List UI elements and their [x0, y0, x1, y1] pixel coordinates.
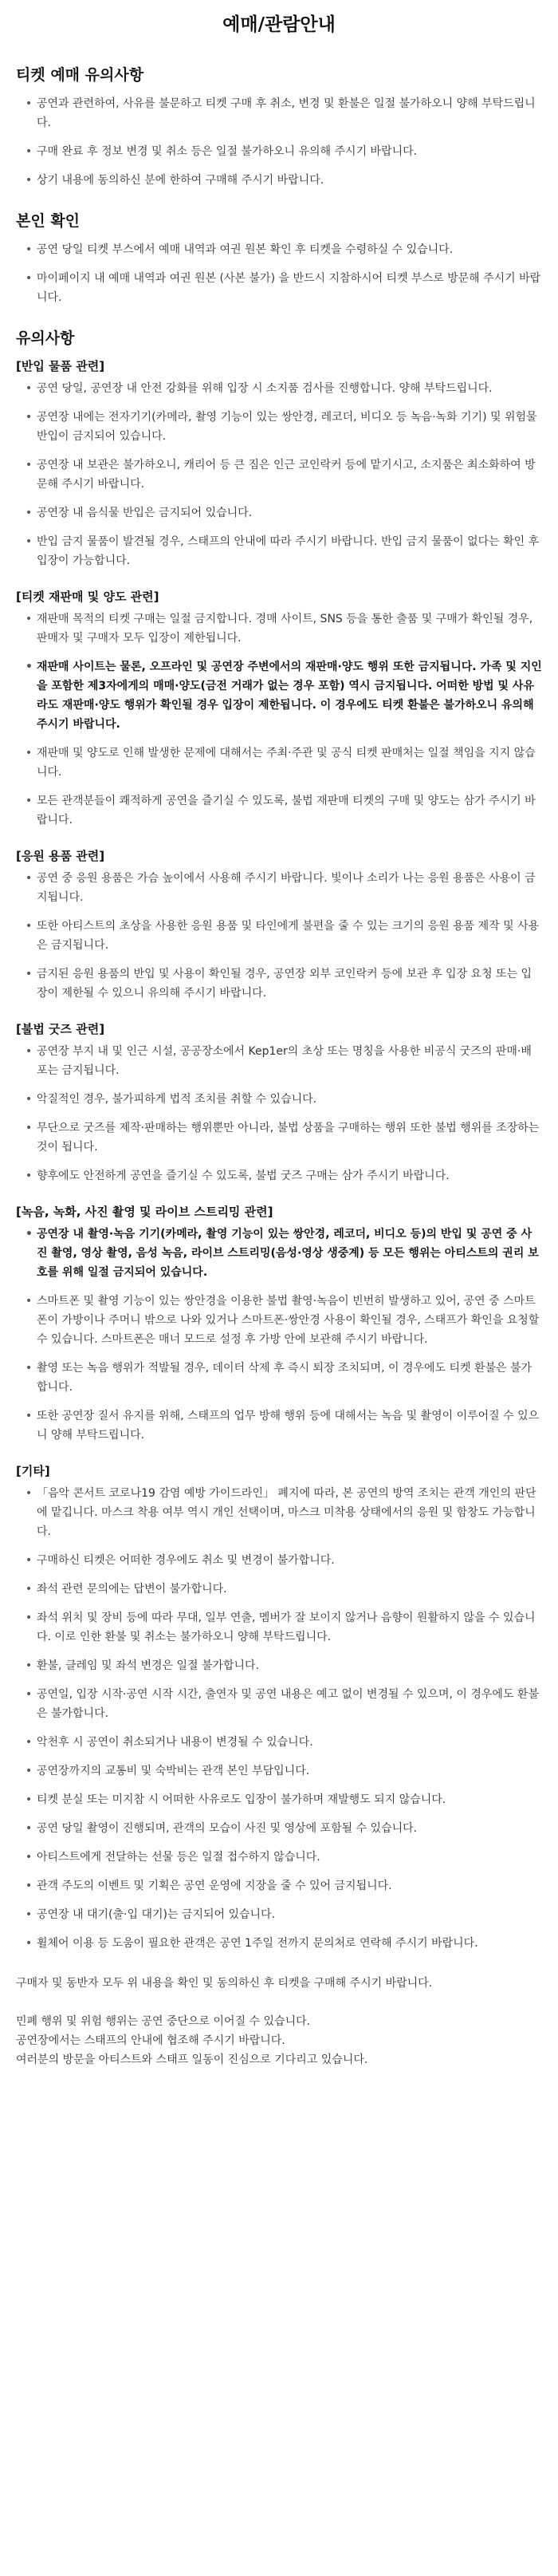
sub-heading: [반입 물품 관련] — [16, 359, 105, 373]
bullet-list — [16, 1484, 542, 1953]
bullet-list — [16, 609, 542, 830]
list-item: • 또한 공연장 질서 유지를 위해, 스태프의 업무 방해 행위 등에 대해서는 녹음 및 촬영이 이루어질 수 있으니 양해 부탁드립니다. — [26, 1406, 542, 1445]
list-item: • 악천후 시 공연이 취소되거나 내용이 변경될 수 있습니다. — [26, 1733, 542, 1752]
notice-section — [16, 326, 542, 1953]
section-heading: 본인 확인 — [16, 212, 81, 230]
sections-container — [16, 63, 542, 307]
sub-heading: [녹음, 녹화, 사진 촬영 및 라이브 스트리밍 관련] — [16, 1205, 273, 1219]
list-item: • 상기 내용에 동의하신 분에 한하여 구매해 주시기 바랍니다. — [26, 171, 542, 190]
list-item: • 좌석 위치 및 장비 등에 따라 무대, 일부 연출, 멤버가 잘 보이지 않거나 음향이 원활하지 않을 수 있습니다. 이로 인한 환불 및 취소는 불가하오니 양해 부탁드립니다. — [26, 1608, 542, 1647]
list-item: • 공연장까지의 교통비 및 숙박비는 관객 본인 부담입니다. — [26, 1761, 542, 1781]
list-item: • 아티스트에게 전달하는 선물 등은 일절 접수하지 않습니다. — [26, 1848, 542, 1867]
list-item: • 좌석 관련 문의에는 답변이 불가합니다. — [26, 1580, 542, 1599]
list-item: • 촬영 또는 녹음 행위가 적발될 경우, 데이터 삭제 후 즉시 퇴장 조치되며, 이 경우에도 티켓 환불은 불가합니다. — [26, 1359, 542, 1397]
list-item: • 공연과 관련하여, 사유를 불문하고 티켓 구매 후 취소, 변경 및 환불은 일절 불가하오니 양해 부탁드립니다. — [26, 94, 542, 132]
footer-line: 공연장에서는 스태프의 안내에 협조해 주시기 바랍니다. — [16, 2034, 285, 2047]
list-item: • 금지된 응원 용품의 반입 및 사용이 확인될 경우, 공연장 외부 코인락커 등에 보관 후 입장 요청 또는 입장이 제한될 수 있으니 유의해 주시기 바랍니다. — [26, 965, 542, 1003]
list-item: • 관객 주도의 이벤트 및 기획은 공연 운영에 지장을 줄 수 있어 금지됩니다. — [26, 1876, 542, 1896]
list-item: • 티켓 분실 또는 미지참 시 어떠한 사유로도 입장이 불가하며 재발행도 되지 않습니다. — [26, 1790, 542, 1809]
sub-heading: [기타] — [16, 1464, 50, 1478]
list-item: • 공연일, 입장 시작·공연 시작 시간, 출연자 및 공연 내용은 예고 없이 변경될 수 있으며, 이 경우에도 환불은 불가합니다. — [26, 1685, 542, 1723]
list-item: • 공연 당일, 공연장 내 안전 강화를 위해 입장 시 소지품 검사를 진행합니다. 양해 부탁드립니다. — [26, 379, 542, 398]
list-item: • 스마트폰 및 촬영 기능이 있는 쌍안경을 이용한 불법 촬영·녹음이 빈번히 발생하고 있어, 공연 중 스마트폰이 가방이나 주머니 밖으로 나와 있거나 스마트폰·쌍안경 사용이 확인될 경우, 스태프가 확인을 요청할 수 있습니다. 스마트폰은 매너 모드로 설정 후 가방 안에 보관해 주시기 바랍니다. — [26, 1292, 542, 1349]
bullet-list — [16, 1225, 542, 1445]
list-item: • 공연 당일 촬영이 진행되며, 관객의 모습이 사진 및 영상에 포함될 수 있습니다. — [26, 1819, 542, 1838]
list-item: • 악질적인 경우, 불가피하게 법적 조치를 취할 수 있습니다. — [26, 1090, 542, 1109]
list-item: • 구매하신 티켓은 어떠한 경우에도 취소 및 변경이 불가합니다. — [26, 1551, 542, 1570]
list-item: • 휠체어 이용 등 도움이 필요한 관객은 공연 1주일 전까지 문의처로 연락해 주시기 바랍니다. — [26, 1934, 542, 1953]
list-item: • 공연장 내 촬영·녹음 기기(카메라, 촬영 기능이 있는 쌍안경, 레코더, 비디오 등)의 반입 및 공연 중 사진 촬영, 영상 촬영, 음성 녹음, 라이브 스트리밍(음성·영상 생중계) 등 모든 행위는 아티스트의 권리 보호를 위해 일절 금지되어 있습니다. — [26, 1225, 542, 1282]
list-item: • 공연 중 응원 용품은 가슴 높이에서 사용해 주시기 바랍니다. 빛이나 소리가 나는 응원 용품은 사용이 금지됩니다. — [26, 869, 542, 907]
list-item: • 구매 완료 후 정보 변경 및 취소 등은 일절 불가하오니 유의해 주시기 바랍니다. — [26, 142, 542, 161]
sub-heading: [응원 용품 관련] — [16, 849, 105, 863]
list-item: • 환불, 클레임 및 좌석 변경은 일절 불가합니다. — [26, 1656, 542, 1675]
bullet-list — [16, 94, 542, 190]
footer-line: 민폐 행위 및 위험 행위는 공연 중단으로 이어질 수 있습니다. — [16, 2015, 311, 2028]
list-item: • 공연장 내 음식물 반입은 금지되어 있습니다. — [26, 503, 542, 523]
sub-heading: [티켓 재판매 및 양도 관련] — [16, 590, 159, 604]
page-title: 예매/관람안내 — [222, 14, 336, 35]
list-item: • 공연장 내 보관은 불가하오니, 캐리어 등 큰 짐은 인근 코인락커 등에 맡기시고, 소지품은 최소화하여 방문해 주시기 바랍니다. — [26, 456, 542, 494]
list-item: • 재판매 목적의 티켓 구매는 일절 금지합니다. 경매 사이트, SNS 등을 통한 출품 및 구매가 확인될 경우, 판매자 및 구매자 모두 입장이 제한됩니다. — [26, 609, 542, 648]
list-item: • 모든 관객분들이 쾌적하게 공연을 즐기실 수 있도록, 불법 재판매 티켓의 구매 및 양도는 삼가 주시기 바랍니다. — [26, 791, 542, 830]
bullet-list — [16, 379, 542, 570]
list-item: • 공연 당일 티켓 부스에서 예매 내역과 여권 원본 확인 후 티켓을 수령하실 수 있습니다. — [26, 240, 542, 259]
bullet-list — [16, 240, 542, 307]
bullet-list — [16, 1042, 542, 1185]
list-item: • 공연장 내 대기(출·입 대기)는 금지되어 있습니다. — [26, 1905, 542, 1924]
footer-line: 여러분의 방문을 아티스트와 스태프 일동이 진심으로 기다리고 있습니다. — [16, 2053, 368, 2066]
list-item: • 재판매 사이트는 물론, 오프라인 및 공연장 주변에서의 재판매·양도 행위 또한 금지됩니다. 가족 및 지인을 포함한 제3자에게의 매매·양도(금전 거래가 없는 경우 포함) 역시 금지됩니다. 어떠한 방법 및 사유라도 재판매·양도 행위가 확인될 경우 입장이 제한됩니다. 이 경우에도 티켓 환불은 불가하오니 유의해 주시기 바랍니다. — [26, 657, 542, 734]
list-item: • 공연장 내에는 전자기기(카메라, 촬영 기능이 있는 쌍안경, 레코더, 비디오 등 녹음·녹화 기기) 및 위험물 반입이 금지되어 있습니다. — [26, 408, 542, 446]
section-heading: 유의사항 — [16, 329, 75, 347]
list-item: • 향후에도 안전하게 공연을 즐기실 수 있도록, 불법 굿즈 구매는 삼가 주시기 바랍니다. — [26, 1166, 542, 1185]
list-item: • 마이페이지 내 예매 내역과 여권 원본 (사본 불가) 을 반드시 지참하시어 티켓 부스로 방문해 주시기 바랍니다. — [26, 269, 542, 307]
sub-heading: [불법 굿즈 관련] — [16, 1022, 105, 1036]
list-item: • 「음악 콘서트 코로나19 감염 예방 가이드라인」 폐지에 따라, 본 공연의 방역 조치는 관객 개인의 판단에 맡깁니다. 마스크 착용 여부 역시 개인 선택이며, 마스크 미착용 상태에서의 응원 및 함창도 가능합니다. — [26, 1484, 542, 1541]
footer-notes — [16, 1974, 542, 2069]
section-heading: 티켓 예매 유의사항 — [16, 66, 144, 84]
list-item: • 무단으로 굿즈를 제작·판매하는 행위뿐만 아니라, 불법 상품을 구매하는 행위 또한 불법 행위를 조장하는 것이 됩니다. — [26, 1118, 542, 1157]
footer-line: 구매자 및 동반자 모두 위 내용을 확인 및 동의하신 후 티켓을 구매해 주시기 바랍니다. — [16, 1977, 433, 1990]
list-item: • 또한 아티스트의 초상을 사용한 응원 용품 및 타인에게 불편을 줄 수 있는 크기의 응원 용품 제작 및 사용은 금지됩니다. — [26, 917, 542, 955]
list-item: • 공연장 부지 내 및 인근 시설, 공공장소에서 Kep1er의 초상 또는 명칭을 사용한 비공식 굿즈의 판매·배포는 금지됩니다. — [26, 1042, 542, 1080]
bullet-list — [16, 869, 542, 1003]
list-item: • 반입 금지 물품이 발견될 경우, 스태프의 안내에 따라 주시기 바랍니다. 반입 금지 물품이 없다는 확인 후 입장이 가능합니다. — [26, 532, 542, 570]
list-item: • 재판매 및 양도로 인해 발생한 문제에 대해서는 주최·주관 및 공식 티켓 판매처는 일절 책임을 지지 않습니다. — [26, 744, 542, 782]
